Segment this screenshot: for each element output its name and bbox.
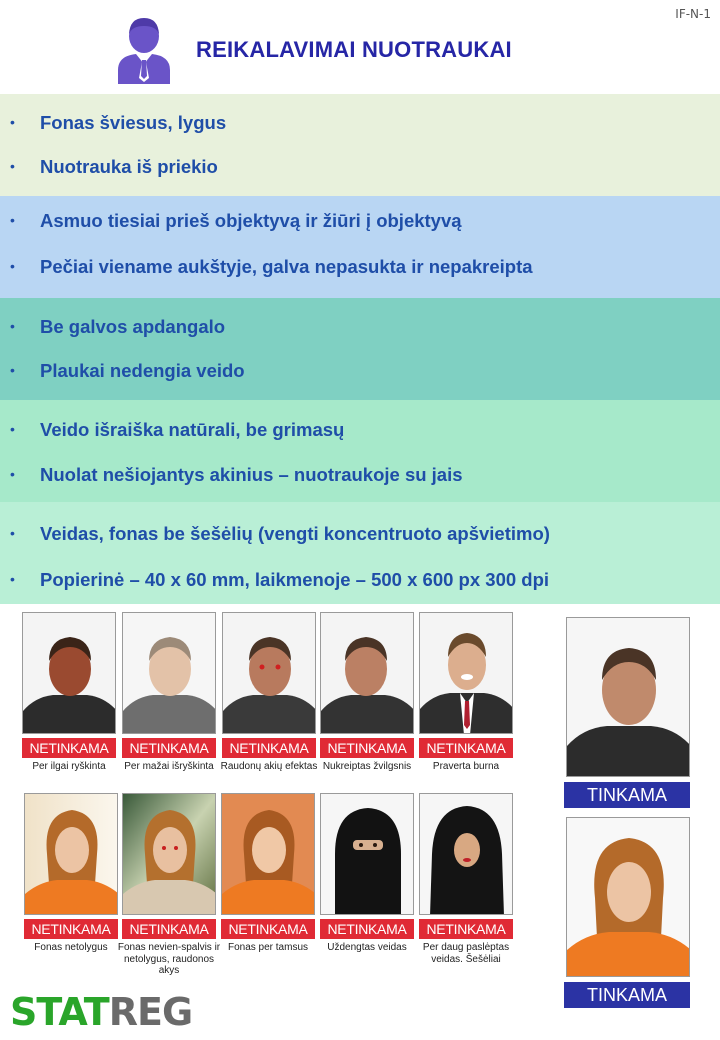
- requirement-item: [0, 212, 720, 234]
- portrait-photo: [419, 793, 513, 915]
- statreg-logo: [10, 990, 192, 1034]
- photo-caption: Per mažai išryškinta: [124, 761, 214, 772]
- portrait-photo: [222, 612, 316, 734]
- requirement-text: Nuolat nešiojantys akinius – nuotraukoje su jais: [40, 464, 463, 485]
- requirement-item: [0, 362, 720, 384]
- requirement-text: Veido išraiška natūrali, be grimasų: [40, 419, 345, 440]
- requirement-text: Pečiai viename aukštyje, galva nepasukta ir nepakreipta: [40, 256, 533, 277]
- photo-caption: Per daug paslėptas veidas. Šešėliai: [422, 942, 510, 965]
- person-icon: [116, 14, 172, 84]
- bullet-icon: •: [10, 114, 15, 130]
- requirement-item: [0, 525, 720, 547]
- requirement-item: [0, 421, 720, 443]
- bullet-icon: •: [10, 525, 15, 541]
- document-code: IF-N-1: [675, 7, 711, 21]
- requirement-item: [0, 158, 720, 180]
- accepted-badge: TINKAMA: [564, 782, 690, 808]
- portrait-photo: [24, 793, 118, 915]
- requirement-text: Asmuo tiesiai prieš objektyvą ir žiūri į objektyvą: [40, 210, 462, 231]
- rejected-badge: NETINKAMA: [320, 738, 414, 758]
- portrait-photo: [320, 612, 414, 734]
- rejected-badge: NETINKAMA: [419, 919, 513, 939]
- photo-caption: Nukreiptas žvilgsnis: [322, 761, 412, 772]
- bullet-icon: •: [10, 421, 15, 437]
- rejected-badge: NETINKAMA: [24, 919, 118, 939]
- portrait-photo: [566, 817, 690, 977]
- bullet-icon: •: [10, 258, 15, 274]
- photo-examples: [0, 606, 720, 1040]
- photo-caption: Uždengtas veidas: [327, 942, 407, 953]
- photo-caption: Praverta burna: [432, 761, 500, 772]
- requirements-band-1: [0, 94, 720, 196]
- portrait-photo: [22, 612, 116, 734]
- page-title: REIKALAVIMAI NUOTRAUKAI: [196, 37, 512, 62]
- requirement-text: Nuotrauka iš priekio: [40, 156, 218, 177]
- bullet-icon: •: [10, 318, 15, 334]
- requirement-text: Plaukai nedengia veido: [40, 360, 245, 381]
- requirement-text: Popierinė – 40 x 60 mm, laikmenoje – 500 x 600 px 300 dpi: [40, 569, 550, 590]
- requirement-item: [0, 571, 720, 593]
- photo-caption: Fonas netolygus: [34, 942, 108, 953]
- rejected-badge: NETINKAMA: [122, 919, 216, 939]
- photo-caption: Raudonų akių efektas: [220, 761, 318, 772]
- photo-caption: Fonas nevien-spalvis ir netolygus, raudonos akys: [117, 942, 221, 976]
- requirement-item: [0, 258, 720, 280]
- accepted-badge: TINKAMA: [564, 982, 690, 1008]
- requirement-item: [0, 318, 720, 340]
- rejected-badge: NETINKAMA: [122, 738, 216, 758]
- requirement-text: Fonas šviesus, lygus: [40, 112, 227, 133]
- requirements-band-2: [0, 196, 720, 298]
- rejected-badge: NETINKAMA: [222, 738, 316, 758]
- requirements-band-3: [0, 298, 720, 400]
- rejected-badge: NETINKAMA: [22, 738, 116, 758]
- portrait-photo: [566, 617, 690, 777]
- portrait-photo: [419, 612, 513, 734]
- requirement-item: [0, 114, 720, 136]
- logo-part-stat: STAT: [10, 990, 109, 1034]
- portrait-photo: [122, 793, 216, 915]
- bullet-icon: •: [10, 362, 15, 378]
- bullet-icon: •: [10, 466, 15, 482]
- bullet-icon: •: [10, 212, 15, 228]
- rejected-badge: NETINKAMA: [419, 738, 513, 758]
- requirement-item: [0, 466, 720, 488]
- rejected-badge: NETINKAMA: [320, 919, 414, 939]
- bullet-icon: •: [10, 158, 15, 174]
- bullet-icon: •: [10, 571, 15, 587]
- portrait-photo: [221, 793, 315, 915]
- requirement-text: Veidas, fonas be šešėlių (vengti koncentruoto apšvietimo): [40, 523, 550, 544]
- logo-part-reg: REG: [108, 990, 193, 1034]
- requirements-band-4: [0, 400, 720, 502]
- photo-caption: Fonas per tamsus: [227, 942, 309, 953]
- photo-caption: Per ilgai ryškinta: [32, 761, 106, 772]
- requirement-text: Be galvos apdangalo: [40, 316, 226, 337]
- portrait-photo: [320, 793, 414, 915]
- requirements-band-5: [0, 502, 720, 604]
- header: [0, 0, 720, 94]
- rejected-badge: NETINKAMA: [221, 919, 315, 939]
- portrait-photo: [122, 612, 216, 734]
